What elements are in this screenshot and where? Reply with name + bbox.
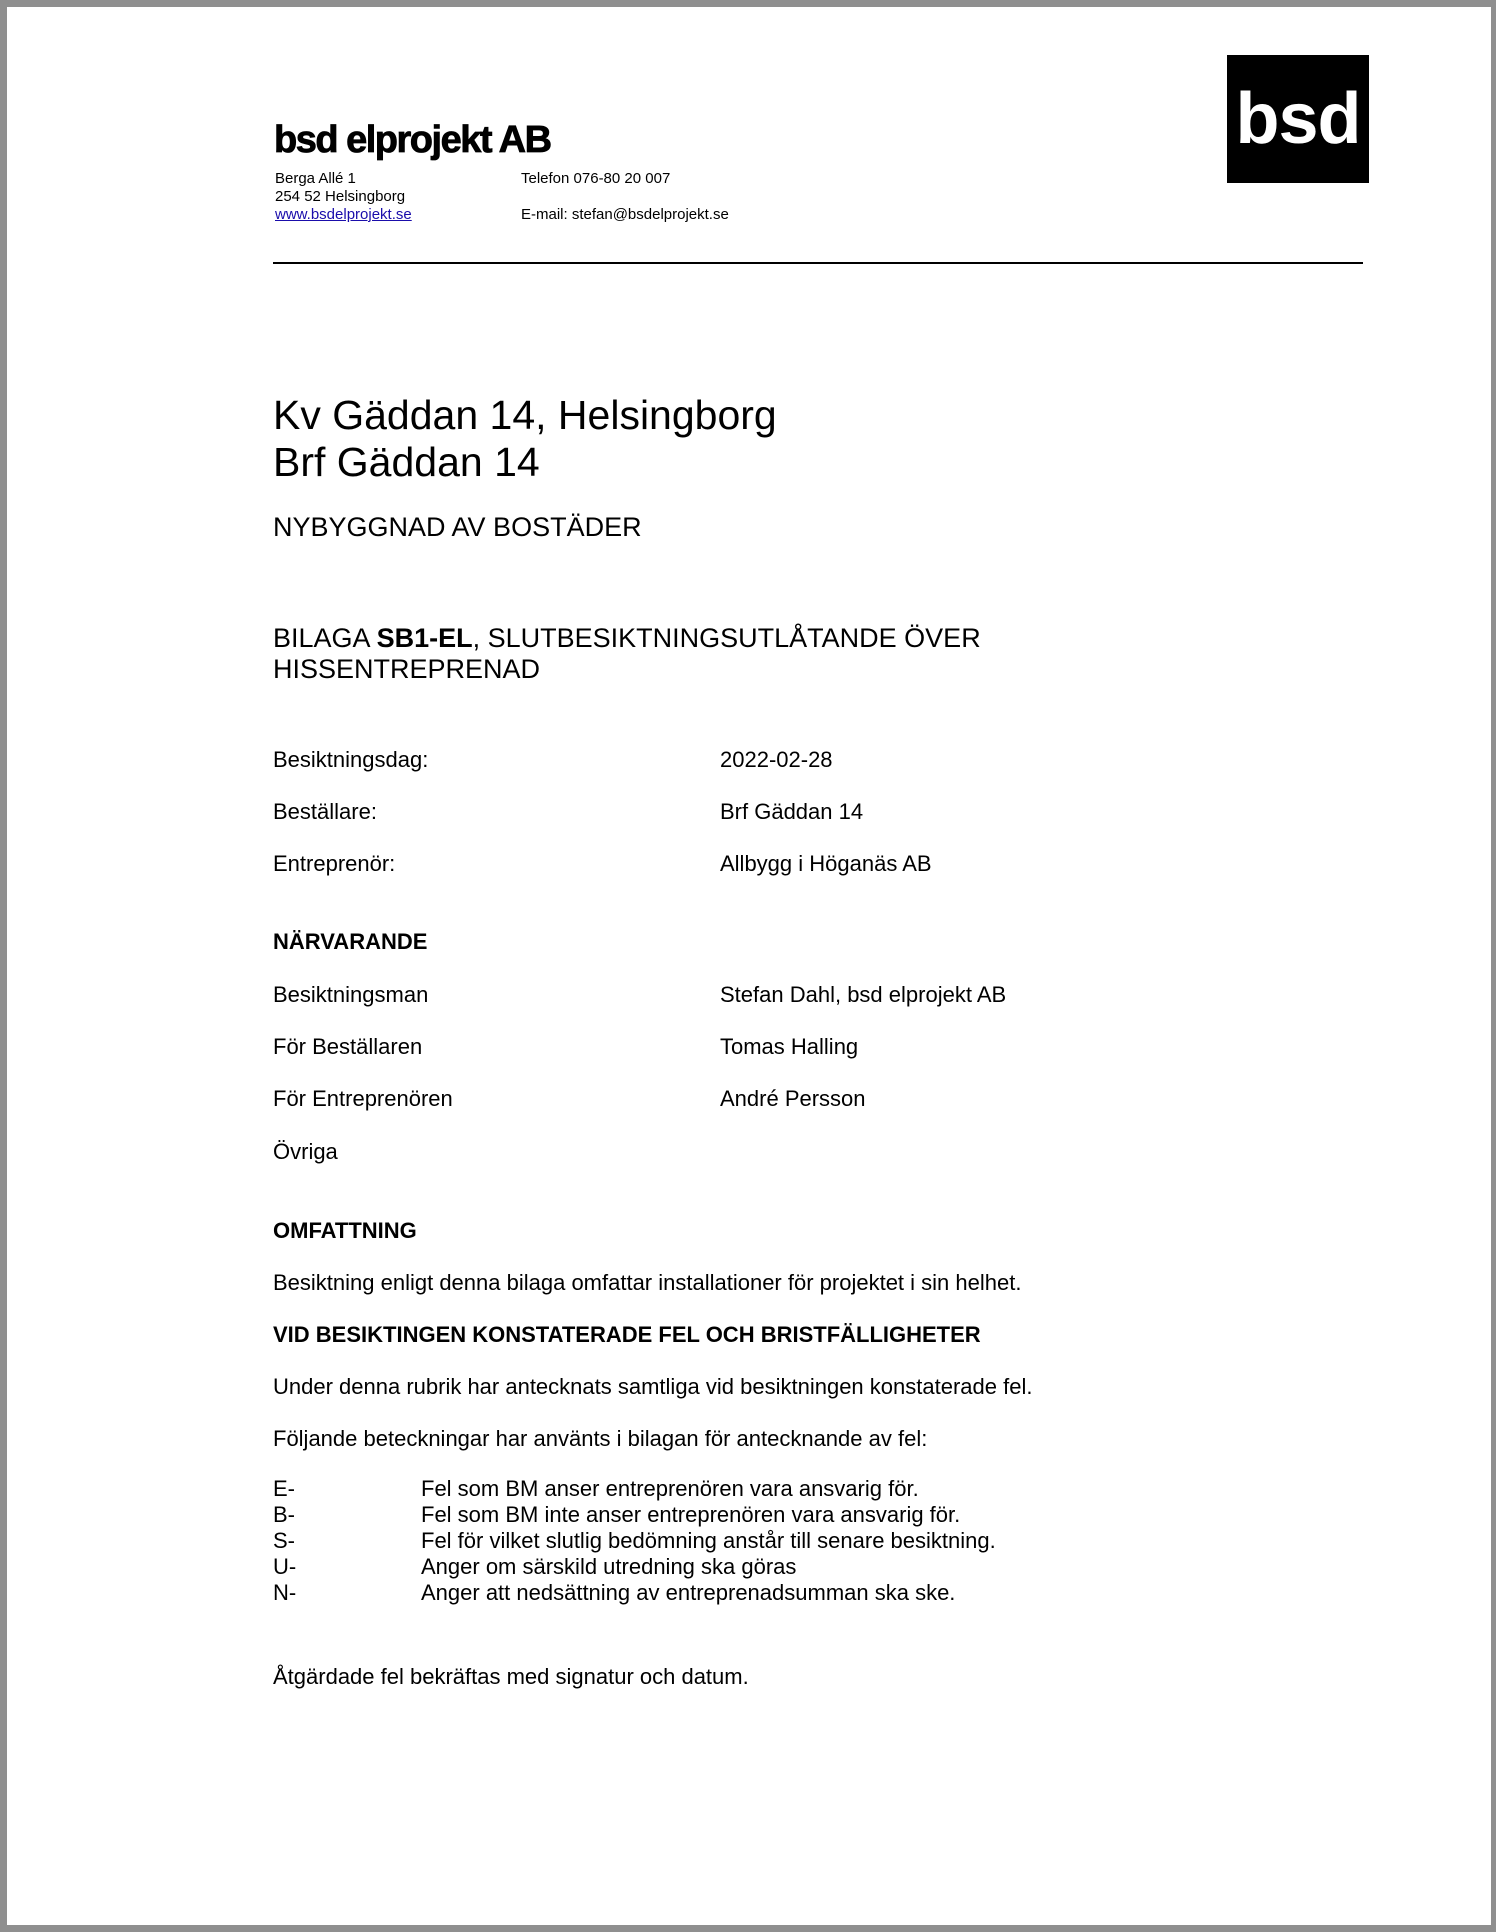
bilaga-line2: HISSENTREPRENAD [273, 654, 541, 684]
bilaga-code: SB1-EL [376, 623, 473, 653]
bsd-logo: bsd [1227, 55, 1369, 183]
defects-codes-intro: Följande beteckningar har använts i bilagan för antecknande av fel: [273, 1426, 928, 1451]
defects-heading: VID BESIKTINGEN KONSTATERADE FEL OCH BRISTFÄLLIGHETER [273, 1322, 981, 1347]
present-value-contractor: André Persson [720, 1086, 866, 1111]
company-name: bsd elprojekt AB [274, 119, 551, 161]
info-label-client: Beställare: [273, 799, 377, 824]
list-item [273, 1502, 996, 1528]
defect-code-list [273, 1476, 996, 1606]
email-address: E-mail: stefan@bsdelprojekt.se [521, 206, 729, 223]
company-contact [521, 170, 729, 224]
defect-code-desc: Fel som BM inte anser entreprenören vara ansvarig för. [421, 1502, 961, 1527]
phone-number: Telefon 076-80 20 007 [521, 170, 671, 187]
present-value-inspector: Stefan Dahl, bsd elprojekt AB [720, 982, 1007, 1007]
header-divider [273, 262, 1363, 264]
present-label-other: Övriga [273, 1139, 338, 1164]
project-title [273, 392, 777, 486]
project-title-line1: Kv Gäddan 14, Helsingborg [273, 392, 777, 438]
website-link[interactable]: www.bsdelprojekt.se [275, 206, 412, 223]
info-value-client: Brf Gäddan 14 [720, 799, 864, 824]
scope-text: Besiktning enligt denna bilaga omfattar installationer för projektet i sin helhet. [273, 1270, 1022, 1295]
info-value-date: 2022-02-28 [720, 747, 833, 772]
list-item [273, 1476, 996, 1502]
list-item [273, 1528, 996, 1554]
defect-code-desc: Anger att nedsättning av entreprenadsumman ska ske. [421, 1580, 956, 1605]
defect-code: N- [273, 1580, 297, 1605]
defect-code: B- [273, 1502, 295, 1527]
defect-code: E- [273, 1476, 295, 1501]
address-city: 254 52 Helsingborg [275, 188, 406, 205]
list-item [273, 1554, 996, 1580]
defect-code: S- [273, 1528, 295, 1553]
defect-code-desc: Fel som BM anser entreprenören vara ansvarig för. [421, 1476, 919, 1501]
project-subtitle: NYBYGGNAD AV BOSTÄDER [273, 512, 642, 542]
defects-text: Under denna rubrik har antecknats samtliga vid besiktningen konstaterade fel. [273, 1374, 1033, 1399]
present-value-client: Tomas Halling [720, 1034, 859, 1059]
info-label-date: Besiktningsdag: [273, 747, 429, 772]
info-value-contractor: Allbygg i Höganäs AB [720, 851, 932, 876]
defect-code-desc: Anger om särskild utredning ska göras [421, 1554, 797, 1579]
scope-heading: OMFATTNING [273, 1218, 417, 1243]
bilaga-prefix: BILAGA [273, 623, 377, 653]
bilaga-suffix: , SLUTBESIKTNINGSUTLÅTANDE ÖVER [472, 623, 981, 653]
defect-code: U- [273, 1554, 297, 1579]
defect-code-desc: Fel för vilket slutlig bedömning anstår till senare besiktning. [421, 1528, 996, 1553]
list-item [273, 1580, 996, 1606]
bilaga-heading [273, 623, 981, 685]
company-address [275, 170, 412, 224]
info-label-contractor: Entreprenör: [273, 851, 396, 876]
closing-text: Åtgärdade fel bekräftas med signatur och datum. [273, 1664, 749, 1689]
present-heading: NÄRVARANDE [273, 929, 428, 954]
present-label-inspector: Besiktningsman [273, 982, 429, 1007]
project-title-line2: Brf Gäddan 14 [273, 439, 540, 485]
present-label-client: För Beställaren [273, 1034, 423, 1059]
present-label-contractor: För Entreprenören [273, 1086, 453, 1111]
document-page [7, 7, 1491, 1925]
address-street: Berga Allé 1 [275, 170, 356, 187]
